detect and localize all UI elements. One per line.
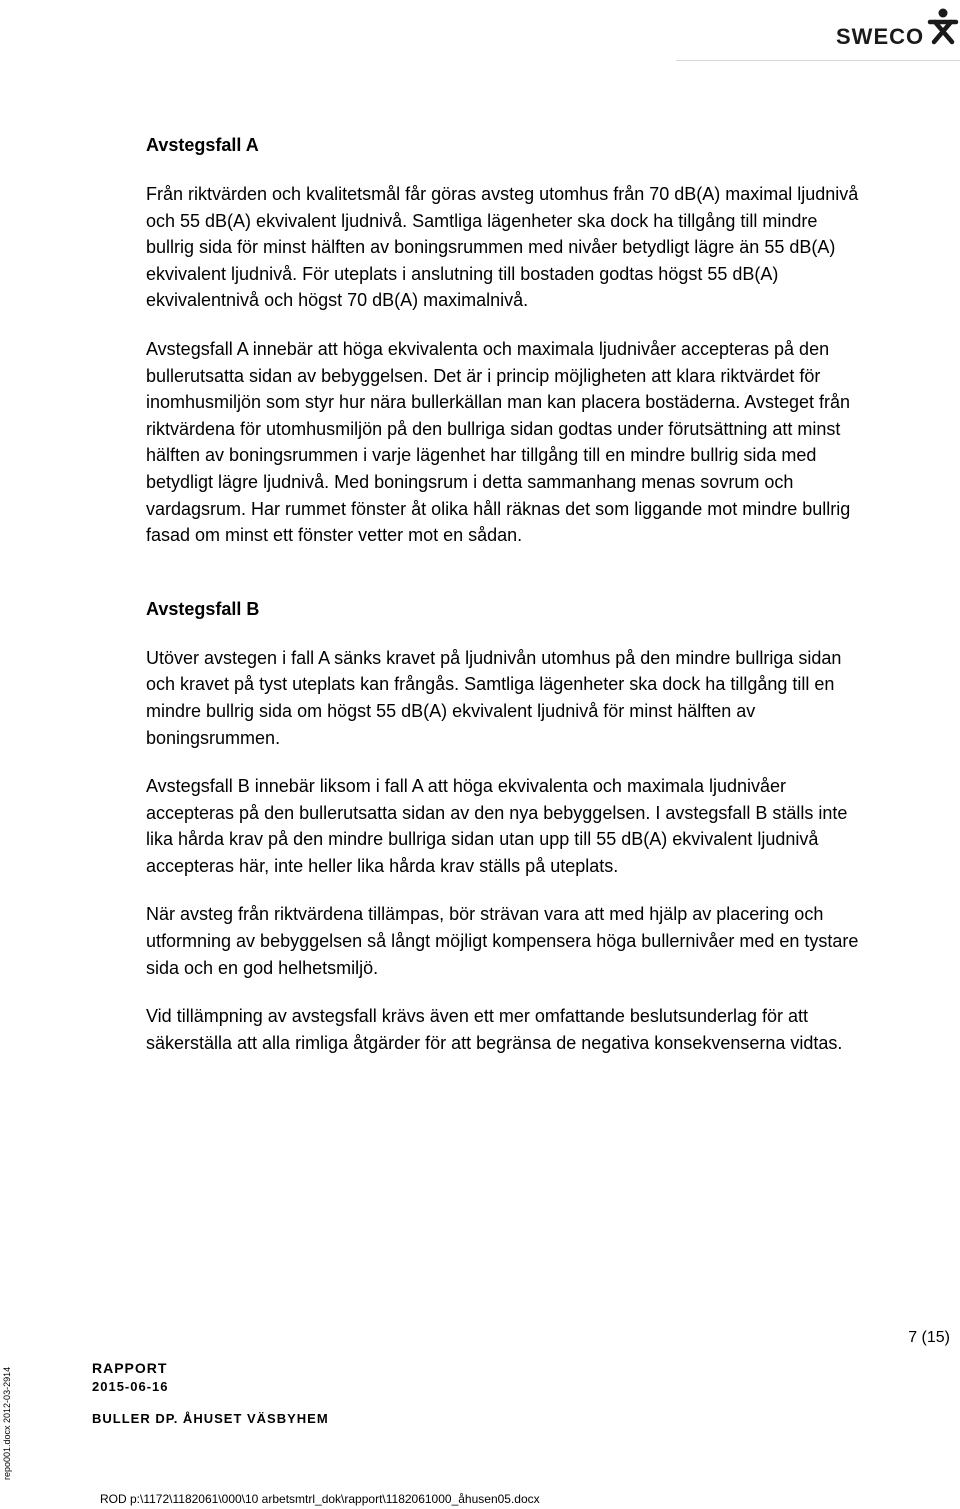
paragraph-line: inomhusmiljön som styr hur nära bullerkällan man kan placera bostäderna. Avsteget från	[146, 392, 851, 413]
report-label: RAPPORT	[92, 1360, 168, 1376]
paragraph-line: betydligt lägre ljudnivå. Med boningsrum i detta sammanhang menas sovrum och	[146, 471, 794, 492]
sweco-figure-icon	[926, 6, 960, 46]
paragraph-line: Från riktvärden och kvalitetsmål får göras avsteg utomhus från 70 dB(A) maximal ljudnivå	[146, 184, 859, 204]
project-name: BULLER DP. ÅHUSET VÄSBYHEM	[92, 1411, 329, 1426]
paragraph	[146, 901, 958, 981]
paragraph-line: sida och en god helhetsmiljö.	[146, 957, 379, 978]
paragraph	[146, 645, 958, 751]
paragraph	[146, 773, 958, 879]
paragraph-line: bullrig sida för minst hälften av boningsrummen med nivåer betydligt lägre än 55 dB(A)	[146, 237, 836, 258]
paragraph-line: Utöver avstegen i fall A sänks kravet på ljudnivån utomhus på den mindre bullriga sidan	[146, 647, 842, 668]
paragraph-line: och 55 dB(A) ekvivalent ljudnivå. Samtliga lägenheter ska dock ha tillgång till mindre	[146, 210, 818, 231]
logo-wordmark: SWECO	[836, 24, 925, 49]
section-spacer	[146, 571, 958, 596]
paragraph-line: vardagsrum. Har rummet fönster åt olika håll räknas det som liggande mot mindre bullrig	[146, 498, 851, 519]
page-number: 7 (15)	[908, 1329, 950, 1346]
paragraph	[146, 181, 958, 314]
section-heading: Avstegsfall A	[146, 135, 259, 155]
paragraph-line: utformning av bebyggelsen så långt möjligt kompensera höga bullernivåer med en tystare	[146, 931, 859, 952]
paragraph-line: Avstegsfall B innebär liksom i fall A att höga ekvivalenta och maximala ljudnivåer	[146, 776, 787, 797]
report-date: 2015-06-16	[92, 1379, 169, 1394]
paragraph-line: ekvivalent ljudnivå. För uteplats i anslutning till bostaden godtas högst 55 dB(A)	[146, 263, 779, 284]
paragraph-line: När avsteg från riktvärdena tillämpas, bör strävan vara att med hjälp av placering och	[146, 904, 824, 925]
paragraph-line: lika hårda krav på den mindre bullriga sidan utan upp till 55 dB(A) ekvivalent ljudnivå	[146, 829, 819, 850]
paragraph-line: boningsrummen.	[146, 727, 281, 748]
header-divider	[676, 60, 960, 61]
template-id: repo001.docx 2012-03-2914	[2, 1366, 12, 1480]
paragraph-line: Vid tillämpning av avstegsfall krävs även ett mer omfattande beslutsunderlag för att	[146, 1006, 809, 1027]
paragraph-line: säkerställa att alla rimliga åtgärder för att begränsa de negativa konsekvenserna vidtas.	[146, 1032, 843, 1053]
paragraph-line: accepteras här, inte heller lika hårda krav ställs på uteplats.	[146, 855, 619, 876]
sweco-logo	[836, 6, 960, 49]
paragraph-line: fasad om minst ett fönster vetter mot en sådan.	[146, 525, 523, 546]
document-path: ROD p:\1172\1182061\000\10 arbetsmtrl_dok\rapport\1182061000_åhusen05.docx	[100, 1492, 540, 1506]
paragraph-line: mindre bullrig sida om högst 55 dB(A) ekvivalent ljudnivå för minst hälften av	[146, 700, 756, 721]
paragraph-line: Avstegsfall A innebär att höga ekvivalenta och maximala ljudnivåer accepteras på den	[146, 338, 830, 359]
paragraph-line: och kravet på tyst uteplats kan frångås. Samtliga lägenheter ska dock ha tillgång till en	[146, 674, 835, 695]
paragraph-line: accepteras på den bullerutsatta sidan av den nya bebyggelsen. I avstegsfall B ställs inte	[146, 802, 848, 823]
section-heading: Avstegsfall B	[146, 598, 260, 619]
paragraph-line: hälften av boningsrummen i varje lägenhet har tillgång till en mindre bullrig sida med	[146, 445, 817, 466]
paragraph	[146, 336, 958, 549]
paragraph	[146, 1003, 958, 1056]
paragraph-line: ekvivalentnivå och högst 70 dB(A) maximalnivå.	[146, 290, 529, 311]
paragraph-line: riktvärdena för utomhusmiljön på den bullriga sidan godtas under förutsättning att minst	[146, 418, 841, 439]
document-body	[146, 132, 958, 1078]
paragraph-line: bullerutsatta sidan av bebyggelsen. Det är i princip möjligheten att klara riktvärdet för	[146, 365, 821, 386]
